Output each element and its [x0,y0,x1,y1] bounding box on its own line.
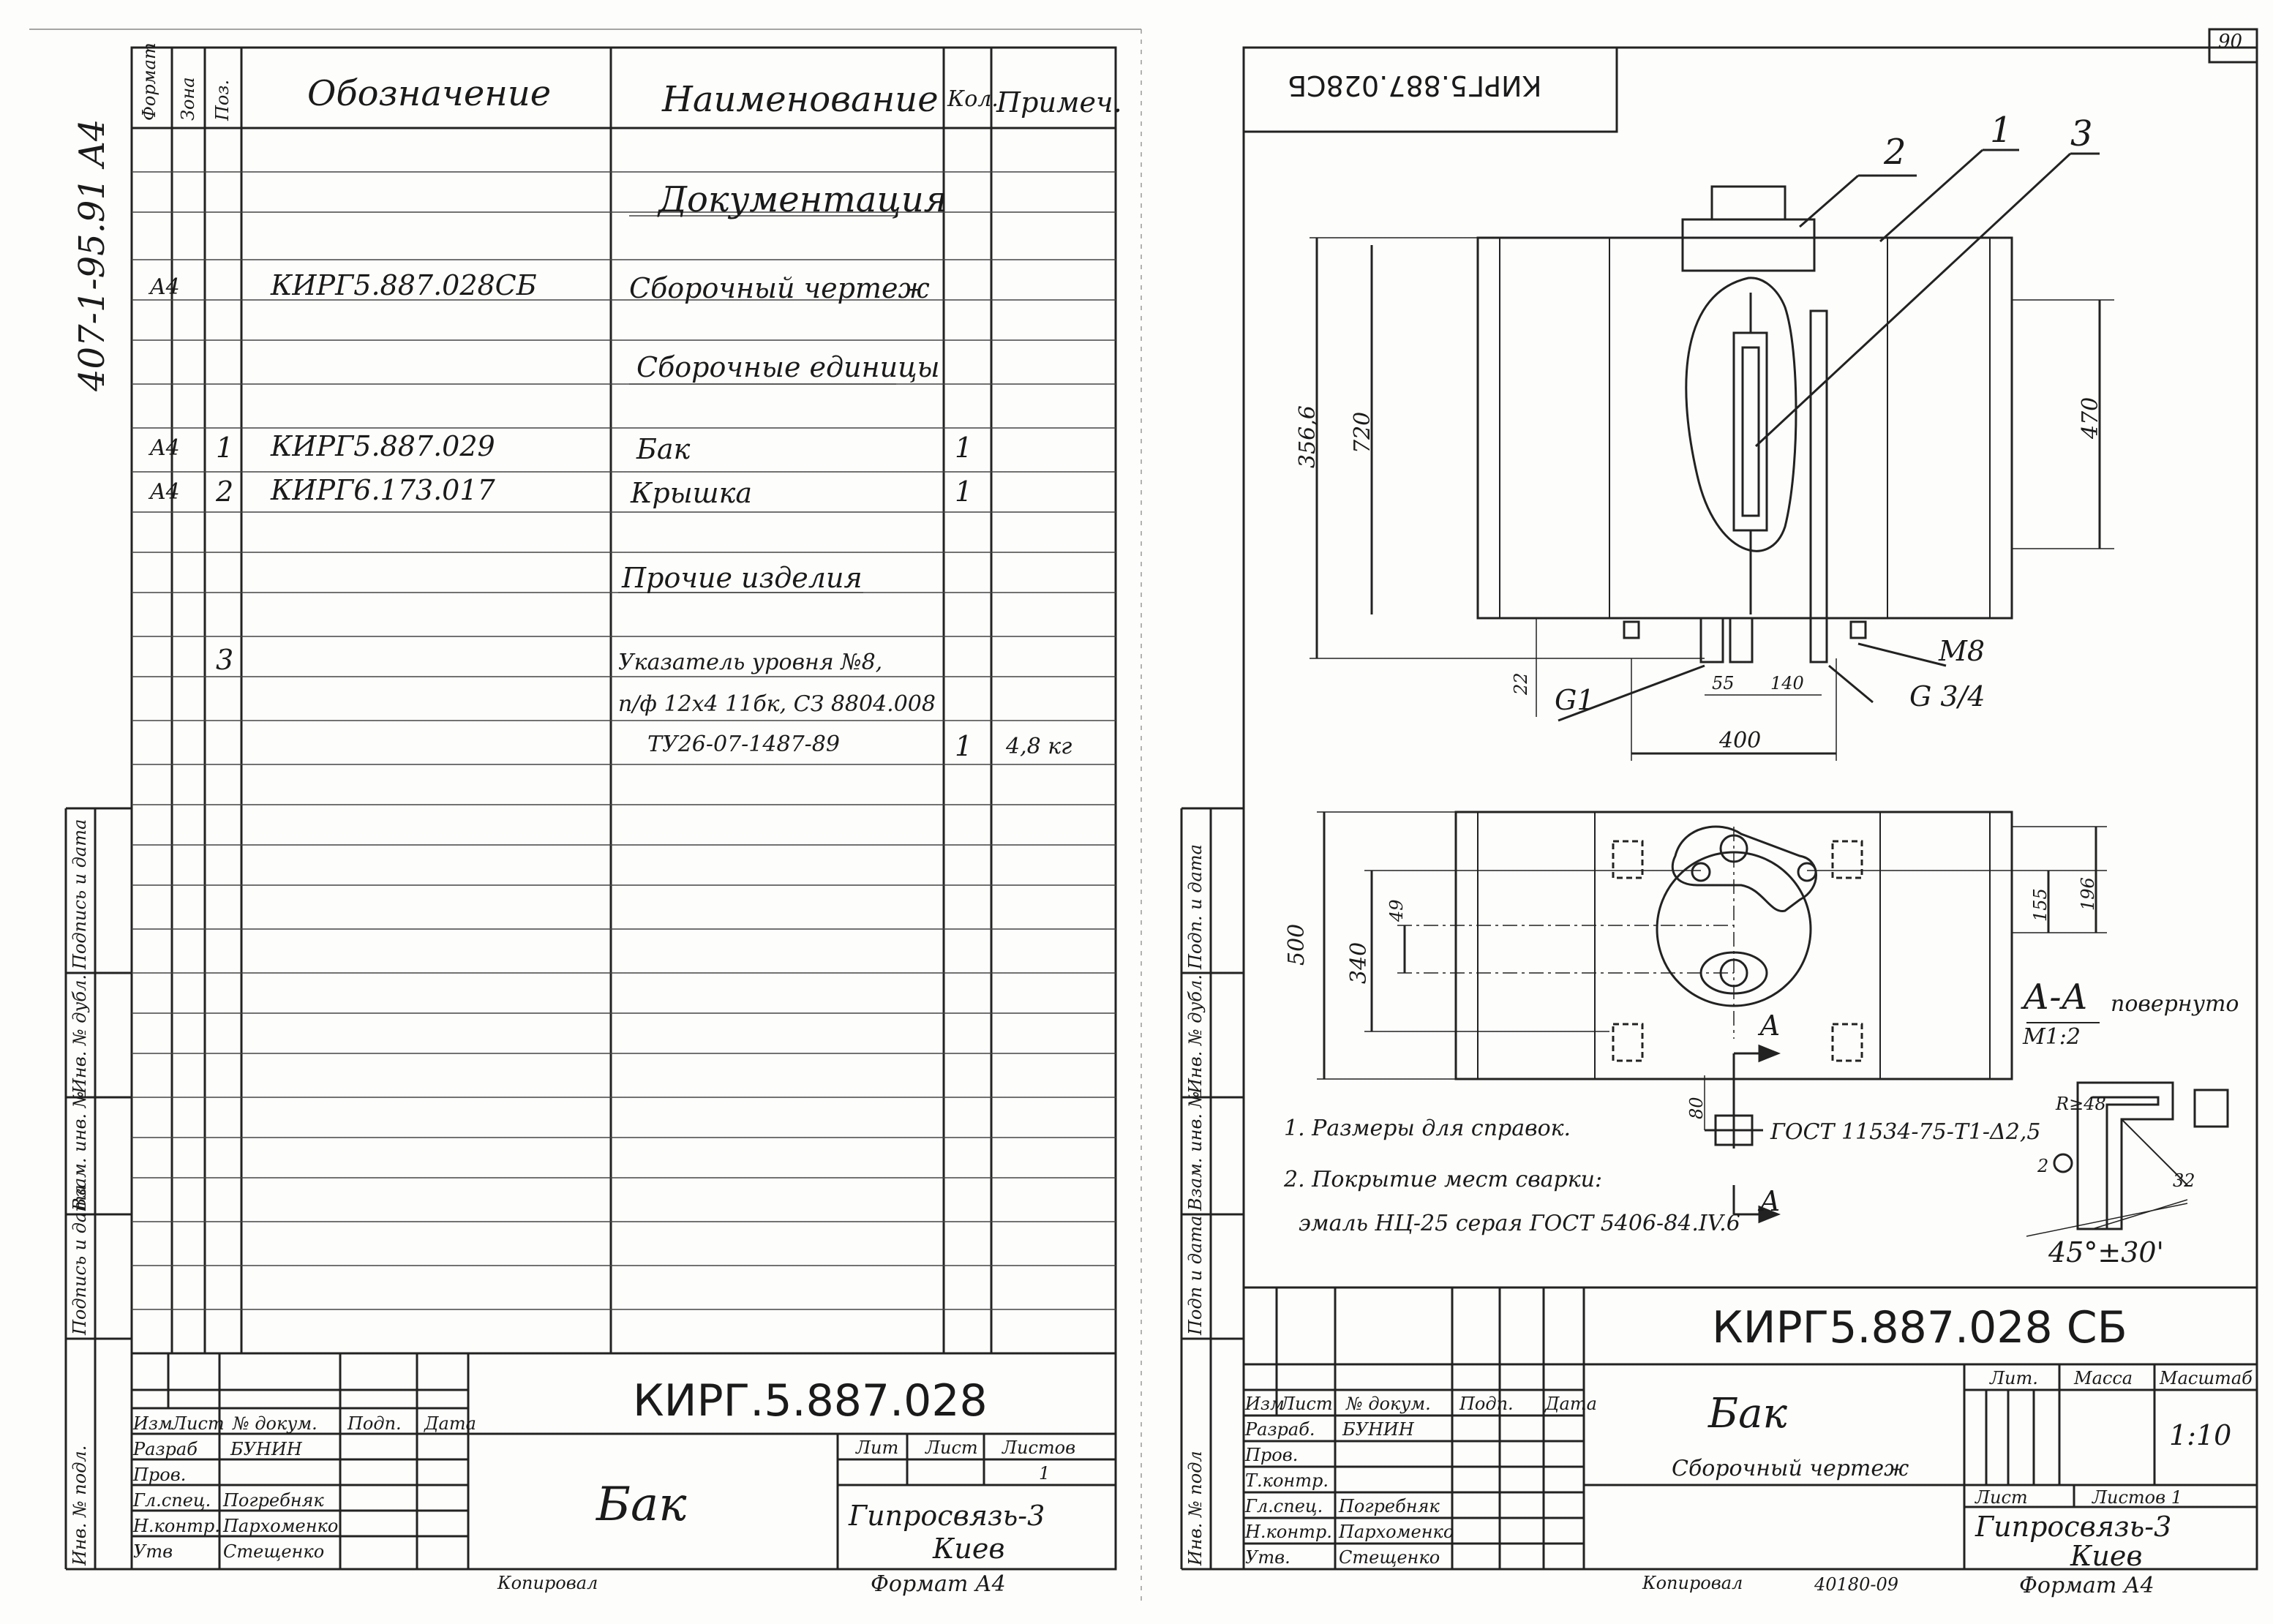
note-2: 2. Покрытие мест сварки: [1284,1167,1603,1192]
tb-scale-label: Масштаб [2160,1368,2253,1388]
stamp-code: КИРГ5.887.028СБ [1288,69,1542,102]
tb-role: Н.контр. [133,1516,220,1536]
tb-role: Гл.спец. [1245,1496,1323,1516]
tb-list: Лист [925,1437,978,1458]
side-label: Инв. № подл [1185,1451,1206,1565]
row-name: Сборочный чертеж [629,272,930,304]
dim-470: 470 [2078,396,2103,439]
tb-person: Погребняк [1339,1496,1440,1516]
sheet-number: 90 [2218,31,2243,53]
note-2-line2: эмаль НЦ-25 серая ГОСТ 5406-84.IV.6 [1299,1211,1740,1236]
tb-head: Подп. [1459,1394,1514,1414]
dim-400: 400 [1719,728,1762,753]
tb-list: Лист [1975,1487,2028,1508]
tb-role: Т.контр. [1245,1470,1329,1491]
tb-scale: 1:10 [2169,1419,2232,1451]
side-label: Инв. № подл. [69,1445,90,1565]
tb-person: Стещенко [1339,1547,1440,1568]
col-pos-header: Поз. [212,79,233,121]
row-format: A4 [150,479,180,505]
tb-lit: Лит. [1990,1368,2038,1388]
side-label: Подпись и дата [69,1184,90,1335]
tb-person: БУНИН [1342,1419,1414,1440]
callout-2: 2 [1884,132,1906,173]
other-line1: Указатель уровня №8, [618,650,883,675]
tb-head: № докум. [233,1413,318,1434]
other-qty: 1 [955,730,973,762]
tb-person: Стещенко [223,1541,325,1562]
row-qty: 1 [955,475,973,508]
gost-callout: ГОСТ 11534-75-Т1-Δ2,5 [1770,1119,2041,1145]
tb-listov: Листов [1002,1437,1076,1458]
dim-155: 155 [2030,888,2051,922]
dim-49: 49 [1386,899,1407,922]
tb-format: Формат А4 [871,1571,1006,1597]
tb-head: Лист [172,1413,225,1434]
margin-code: 407-1-95.91 A4 [72,119,113,391]
col-zone-header: Зона [178,77,198,121]
tb-role: Пров. [1245,1445,1299,1465]
angle-dim: 45°±30' [2048,1236,2164,1268]
tb-city: Киев [2070,1540,2143,1572]
tb-code-bottom: 40180-09 [1814,1574,1898,1595]
dim-total-height: 356,6 [1295,405,1320,468]
section-docs: Документация [658,179,947,220]
row-name: Бак [636,433,691,465]
tb-role: Разраб [133,1439,198,1459]
section-assemblies: Сборочные единицы [636,351,940,383]
doc-code: КИРГ.5.887.028 [633,1375,988,1426]
row-designation: КИРГ6.173.017 [271,474,495,506]
callout-1: 1 [1990,110,2013,151]
row-format: A4 [150,435,180,461]
note-1: 1. Размеры для справок. [1284,1116,1571,1141]
thread-g1: G1 [1555,684,1595,716]
row-name: Крышка [631,477,753,509]
side-label: Взам. инв. № [69,1091,90,1211]
col-name-header: Наименование [662,79,939,120]
other-line3: ТУ26-07-1487-89 [647,732,840,757]
tb-role: Н.контр. [1245,1522,1332,1542]
dim-55: 55 [1712,673,1735,693]
tb-person: Погребняк [223,1490,324,1511]
dim-80: 80 [1686,1097,1707,1119]
tb-head: Изм [133,1413,173,1434]
other-pos: 3 [216,644,234,676]
section-scale: М1:2 [2023,1024,2081,1050]
other-note: 4,8 кг [1006,734,1072,759]
row-format: A4 [150,274,180,300]
doc-name: Бак [1708,1390,1787,1437]
side-label: Подп. и дата [1185,844,1206,969]
tb-head: Лист [1280,1394,1333,1414]
tb-role: Разраб. [1245,1419,1315,1440]
tb-head: Дата [424,1413,476,1434]
dim-720: 720 [1350,411,1375,454]
doc-subtitle: Сборочный чертеж [1672,1456,1909,1481]
tb-lit: Лит [856,1437,899,1458]
side-label: Подп и дата [1185,1215,1206,1335]
dim-340: 340 [1346,941,1372,984]
row-pos: 1 [216,432,234,464]
tb-head: Дата [1545,1394,1597,1414]
doc-name: Бак [596,1478,687,1532]
tb-role: Гл.спец. [133,1490,211,1511]
tb-head: Изм [1245,1394,1285,1414]
section-rotated: повернуто [2111,991,2239,1017]
row-pos: 2 [216,475,234,508]
tb-copied: Копировал [497,1573,598,1593]
section-other: Прочие изделия [622,562,863,594]
tb-org: Гипросвязь-3 [849,1500,1045,1532]
other-line2: п/ф 12х4 11бк, СЗ 8804.008 [618,691,936,717]
row-designation: КИРГ5.887.029 [271,430,495,462]
col-format-header: Формат [139,42,159,121]
tb-person: БУНИН [230,1439,302,1459]
tb-role: Утв. [1245,1547,1290,1568]
tb-city: Киев [933,1533,1005,1565]
tb-role: Утв [133,1541,173,1562]
dim-140: 140 [1770,673,1804,693]
section-label: А-А [2023,977,2088,1018]
tb-mass: Масса [2074,1368,2133,1388]
side-label: Подпись и дата [69,819,90,969]
col-qty-header: Кол. [947,86,999,112]
col-designation-header: Обозначение [307,73,552,114]
tb-person: Пархоменко [1339,1522,1454,1542]
tb-listov: Листов 1 [2092,1487,2182,1508]
dim-500: 500 [1284,923,1310,966]
dim-32: 32 [2173,1170,2195,1191]
cut-a-bottom: А [1759,1185,1781,1217]
tb-head: Подп. [347,1413,402,1434]
callout-3: 3 [2070,113,2093,154]
tb-org: Гипросвязь-3 [1975,1511,2172,1543]
tb-role: Пров. [133,1465,187,1485]
row-qty: 1 [955,432,973,464]
tb-listov-val: 1 [1039,1463,1051,1484]
side-label: Инв. № дубл. [69,974,90,1094]
dim-22: 22 [1511,672,1531,695]
tb-head: № докум. [1346,1394,1431,1414]
side-label: Инв. № дубл. [1185,974,1206,1094]
radius: R≥48 [2056,1094,2106,1114]
row-designation: КИРГ5.887.028СБ [271,269,537,301]
col-note-header: Примеч. [996,86,1122,119]
cut-a-top: А [1759,1010,1781,1042]
side-label: Взам. инв. № [1185,1091,1206,1211]
thread-m8: M8 [1939,635,1985,667]
weld-symbol: 2 [2037,1156,2049,1176]
tb-format: Формат А4 [2019,1573,2154,1598]
tb-copied: Копировал [1642,1573,1743,1593]
thread-g34: G 3/4 [1909,680,1985,713]
doc-code: КИРГ5.887.028 СБ [1712,1302,2127,1353]
dim-196: 196 [2078,877,2098,911]
tb-person: Пархоменко [223,1516,339,1536]
